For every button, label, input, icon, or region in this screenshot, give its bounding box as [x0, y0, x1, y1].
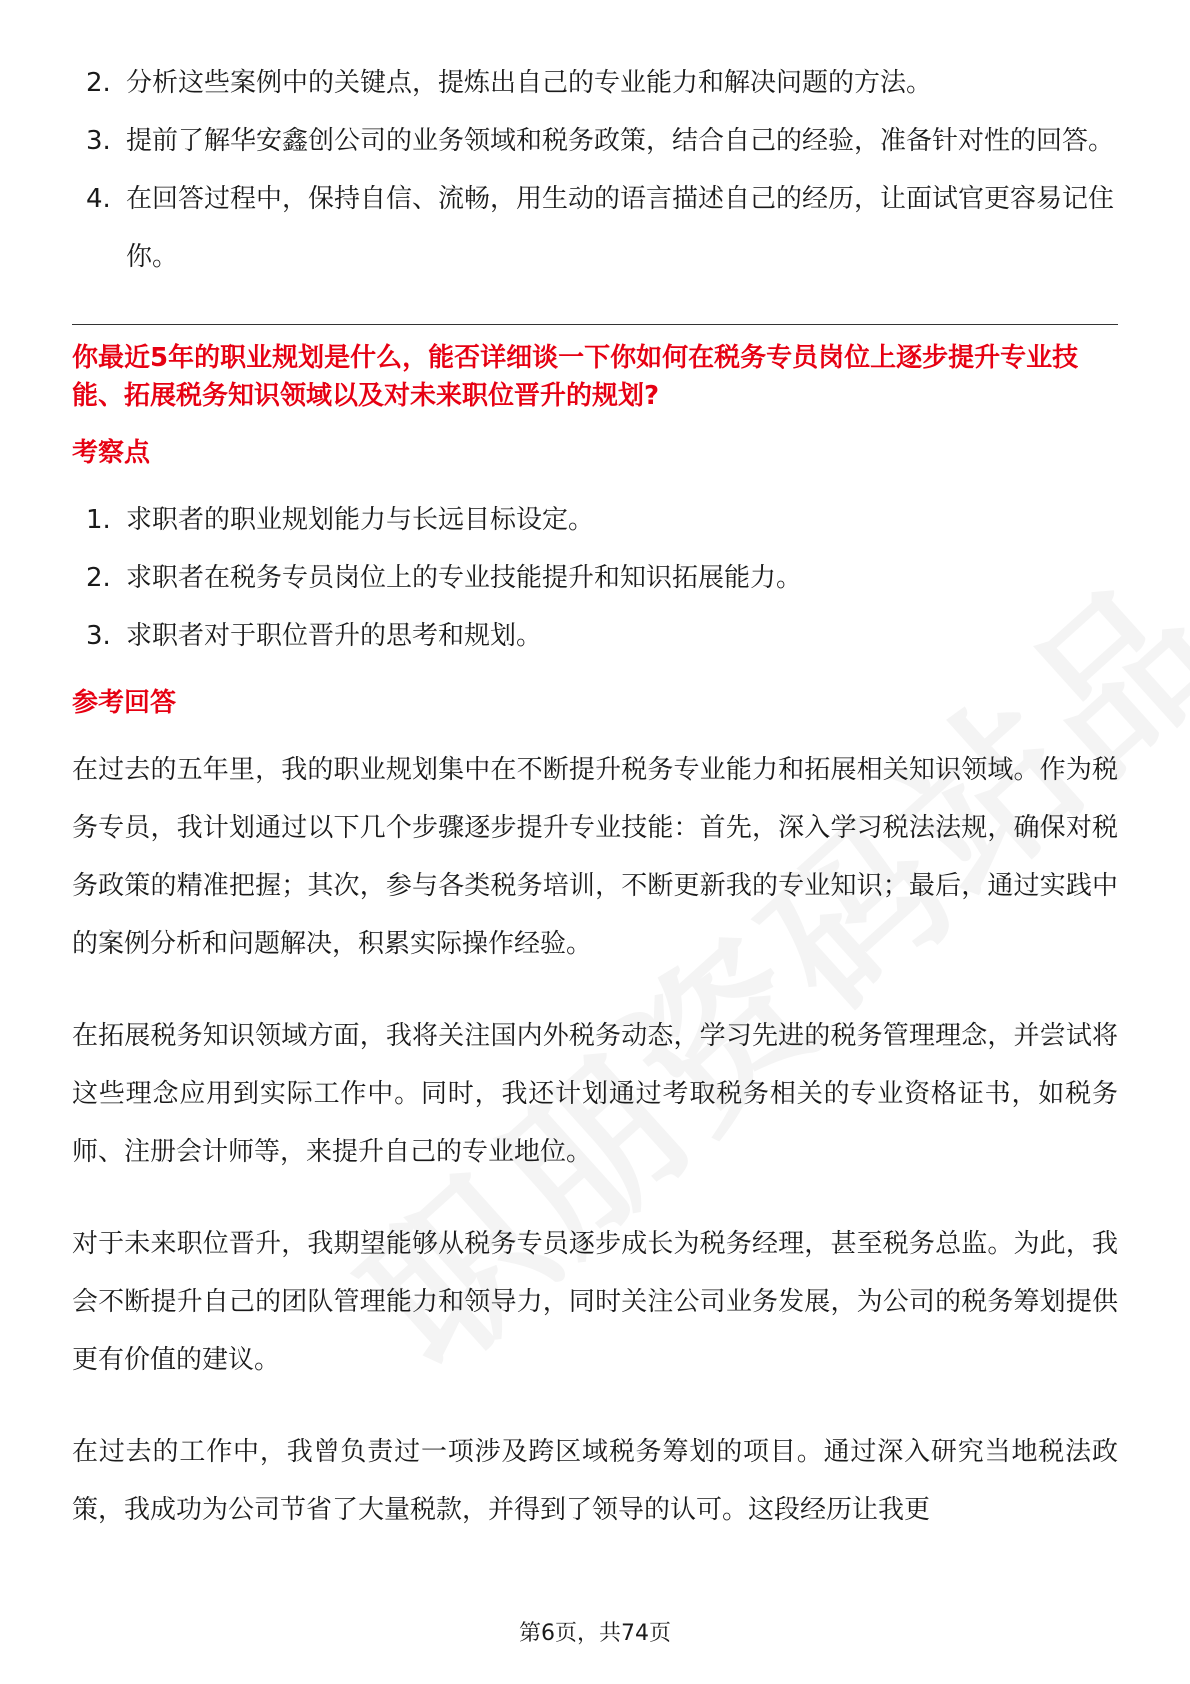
- list-item-number: 2.: [86, 563, 111, 593]
- section-divider: [72, 324, 1118, 325]
- focus-heading: 考察点: [72, 438, 151, 468]
- interview-question: 你最近5年的职业规划是什么，能否详细谈一下你如何在税务专员岗位上逐步提升专业技能、拓展税务知识领域以及对未来职位晋升的规划?: [72, 343, 1079, 411]
- answer-paragraph: 在过去的五年里，我的职业规划集中在不断提升税务专业能力和拓展相关知识领域。作为税务专员，我计划通过以下几个步骤逐步提升专业技能：首先，深入学习税法法规，确保对税务政策的精准把握；其次，参与各类税务培训，不断更新我的专业知识；最后，通过实践中的案例分析和问题解决，积累实际操作经验。: [72, 755, 1118, 959]
- list-item-text: 在回答过程中，保持自信、流畅，用生动的语言描述自己的经历，让面试官更容易记住你。: [126, 184, 1115, 272]
- answer-paragraph: 在过去的工作中，我曾负责过一项涉及跨区域税务筹划的项目。通过深入研究当地税法政策，我成功为公司节省了大量税款，并得到了领导的认可。这段经历让我更: [72, 1437, 1118, 1525]
- list-item: [72, 112, 1118, 170]
- list-item: [72, 54, 1118, 112]
- list-item: [72, 491, 1118, 549]
- list-item-number: 2.: [86, 68, 111, 98]
- prep-steps-list: [72, 54, 1118, 286]
- list-item-number: 4.: [86, 184, 111, 214]
- list-item-number: 3.: [86, 621, 111, 651]
- list-item-text: 提前了解华安鑫创公司的业务领域和税务政策，结合自己的经验，准备针对性的回答。: [126, 126, 1115, 156]
- list-item: [72, 607, 1118, 665]
- list-item-text: 分析这些案例中的关键点，提炼出自己的专业能力和解决问题的方法。: [126, 68, 933, 98]
- list-item-text: 求职者的职业规划能力与长远目标设定。: [126, 505, 595, 535]
- page-number-footer: 第6页，共74页: [519, 1621, 671, 1646]
- answer-heading: 参考回答: [72, 688, 177, 718]
- list-item-number: 3.: [86, 126, 111, 156]
- list-item-text: 求职者对于职位晋升的思考和规划。: [126, 621, 543, 651]
- answer-paragraph: 对于未来职位晋升，我期望能够从税务专员逐步成长为税务经理，甚至税务总监。为此，我会不断提升自己的团队管理能力和领导力，同时关注公司业务发展，为公司的税务筹划提供更有价值的建议。: [72, 1229, 1118, 1375]
- list-item-number: 1.: [86, 505, 111, 535]
- answer-paragraph: 在拓展税务知识领域方面，我将关注国内外税务动态，学习先进的税务管理理念，并尝试将这些理念应用到实际工作中。同时，我还计划通过考取税务相关的专业资格证书，如税务师、注册会计师等，来提升自己的专业地位。: [72, 1021, 1118, 1167]
- list-item: [72, 170, 1118, 286]
- list-item: [72, 549, 1118, 607]
- focus-points-list: [72, 491, 1118, 665]
- list-item-text: 求职者在税务专员岗位上的专业技能提升和知识拓展能力。: [126, 563, 803, 593]
- page-content: [72, 54, 1118, 1573]
